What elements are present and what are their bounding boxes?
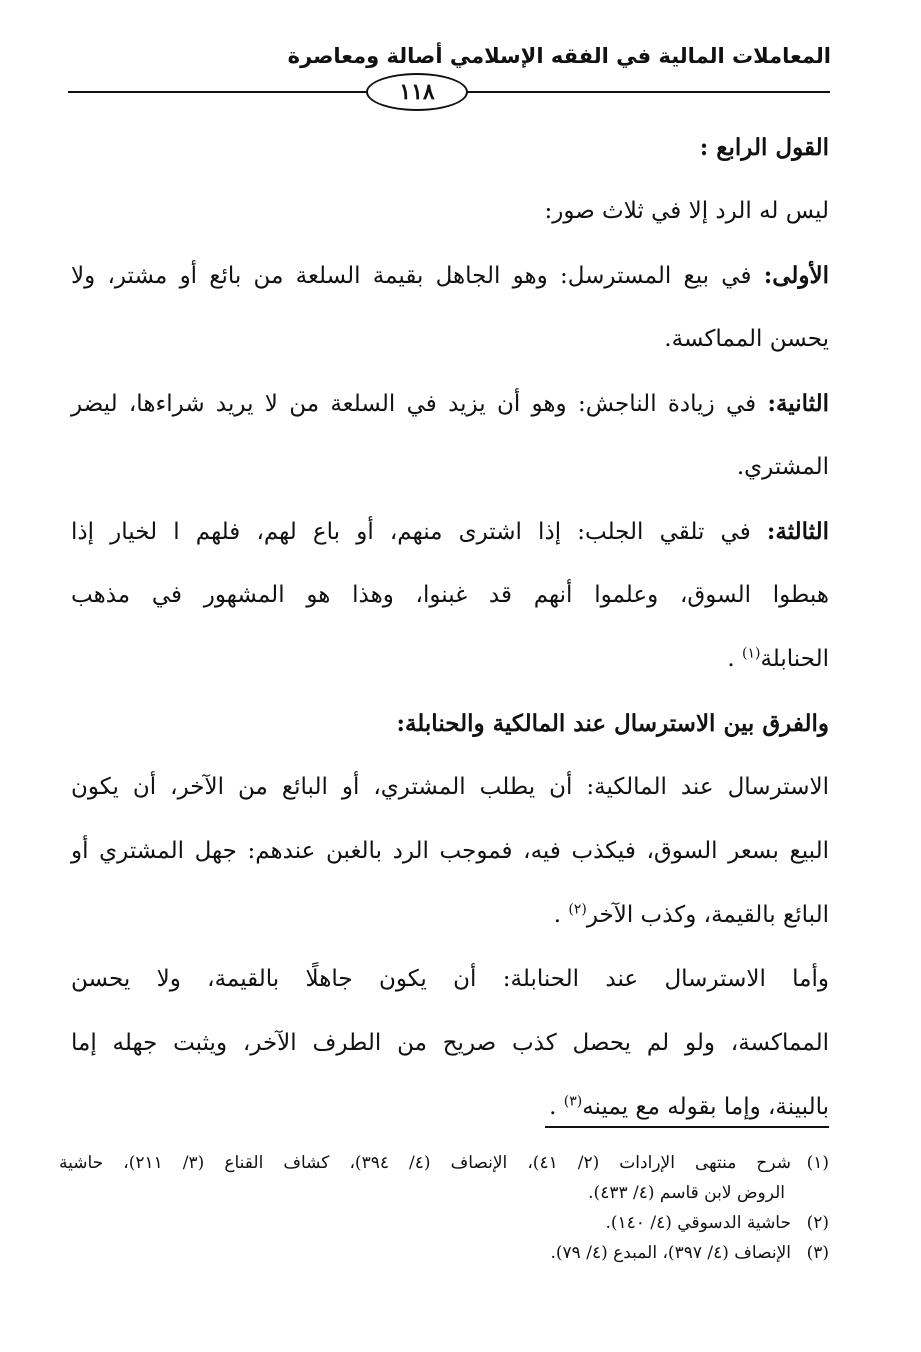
period: . [553, 902, 562, 928]
hanbali-line-1: وأما الاسترسال عند الحنابلة: أن يكون جاهلًا بالقيمة، ولا يحسن [71, 966, 829, 992]
footnote-3-number: (٣) [806, 1243, 829, 1263]
third-case-term: الثالثة: [766, 518, 829, 545]
hanbali-line-3 [71, 1092, 829, 1123]
third-case-line-2: هبطوا السوق، وعلموا أنهم قد غبنوا، وهذا هو المشهور في مذهب [71, 582, 829, 608]
body-text [71, 132, 829, 1156]
footnote-1-text: شرح منتهى الإرادات (٢/ ٤١)، الإنصاف (٤/ ٣٩٤)، كشاف القناع (٣/ ٢١١)، حاشية [59, 1153, 791, 1173]
page-number: ١١٨ [366, 73, 468, 111]
footnotes [59, 1148, 829, 1268]
footnote-1-number: (١) [806, 1153, 829, 1173]
first-case-line-1 [71, 260, 829, 291]
hanbali-line-2: المماكسة، ولو لم يحصل كذب صريح من الطرف الآخر، ويثبت جهله إما [71, 1030, 829, 1056]
maliki-end: البائع بالقيمة، وكذب الآخر [586, 902, 829, 928]
period: . [549, 1094, 557, 1120]
footnote-ref-2: (٢) [568, 901, 587, 918]
maliki-line-3 [71, 900, 829, 931]
footnote-separator [545, 1126, 829, 1128]
footnote-1-line-2: الروض لابن قاسم (٤/ ٤٣٣). [588, 1183, 785, 1203]
footnote-ref-1: (١) [741, 645, 761, 662]
third-case-line-1 [71, 516, 829, 547]
first-case-term: الأولى: [763, 262, 829, 289]
second-case-line-1 [71, 388, 829, 419]
footnote-2-number: (٢) [806, 1213, 829, 1233]
second-case-term: الثانية: [767, 390, 829, 417]
maliki-line-1: الاسترسال عند المالكية: أن يطلب المشتري، أو البائع من الآخر، أن يكون [71, 774, 829, 800]
intro-line: ليس له الرد إلا في ثلاث صور: [544, 198, 829, 224]
maliki-line-2: البيع بسعر السوق، فيكذب فيه، فموجب الرد بالغبن عندهم: جهل المشتري أو [71, 838, 829, 864]
first-case-line-2: يحسن المماكسة. [664, 326, 829, 352]
footnote-3 [59, 1238, 829, 1268]
period: . [727, 646, 735, 672]
running-title: المعاملات المالية في الفقه الإسلامي أصالة ومعاصرة [287, 44, 831, 68]
third-case-line-3 [71, 644, 829, 675]
footnote-2-text: حاشية الدسوقي (٤/ ١٤٠). [605, 1213, 791, 1233]
footnote-1-line-1 [59, 1148, 829, 1178]
first-case-text: في بيع المسترسل: وهو الجاهل بقيمة السلعة من بائع أو مشتر، ولا [71, 263, 752, 289]
footnote-3-text: الإنصاف (٤/ ٣٩٧)، المبدع (٤/ ٧٩). [550, 1243, 791, 1263]
third-case-text: في تلقي الجلب: إذا اشترى منهم، أو باع لهم، فلهم ا لخيار إذا [71, 519, 751, 545]
third-case-end: الحنابلة [760, 646, 829, 672]
footnote-ref-3: (٣) [563, 1093, 583, 1110]
hanbali-end: بالبينة، وإما بقوله مع يمينه [582, 1094, 829, 1120]
heading-difference: والفرق بين الاسترسال عند المالكية والحنابلة: [396, 710, 829, 737]
second-case-line-2: المشتري. [736, 454, 829, 480]
footnote-2 [59, 1208, 829, 1238]
heading-fourth-opinion: القول الرابع : [699, 134, 829, 161]
second-case-text: في زيادة الناجش: وهو أن يزيد في السلعة من لا يريد شراءها، ليضر [71, 391, 757, 417]
